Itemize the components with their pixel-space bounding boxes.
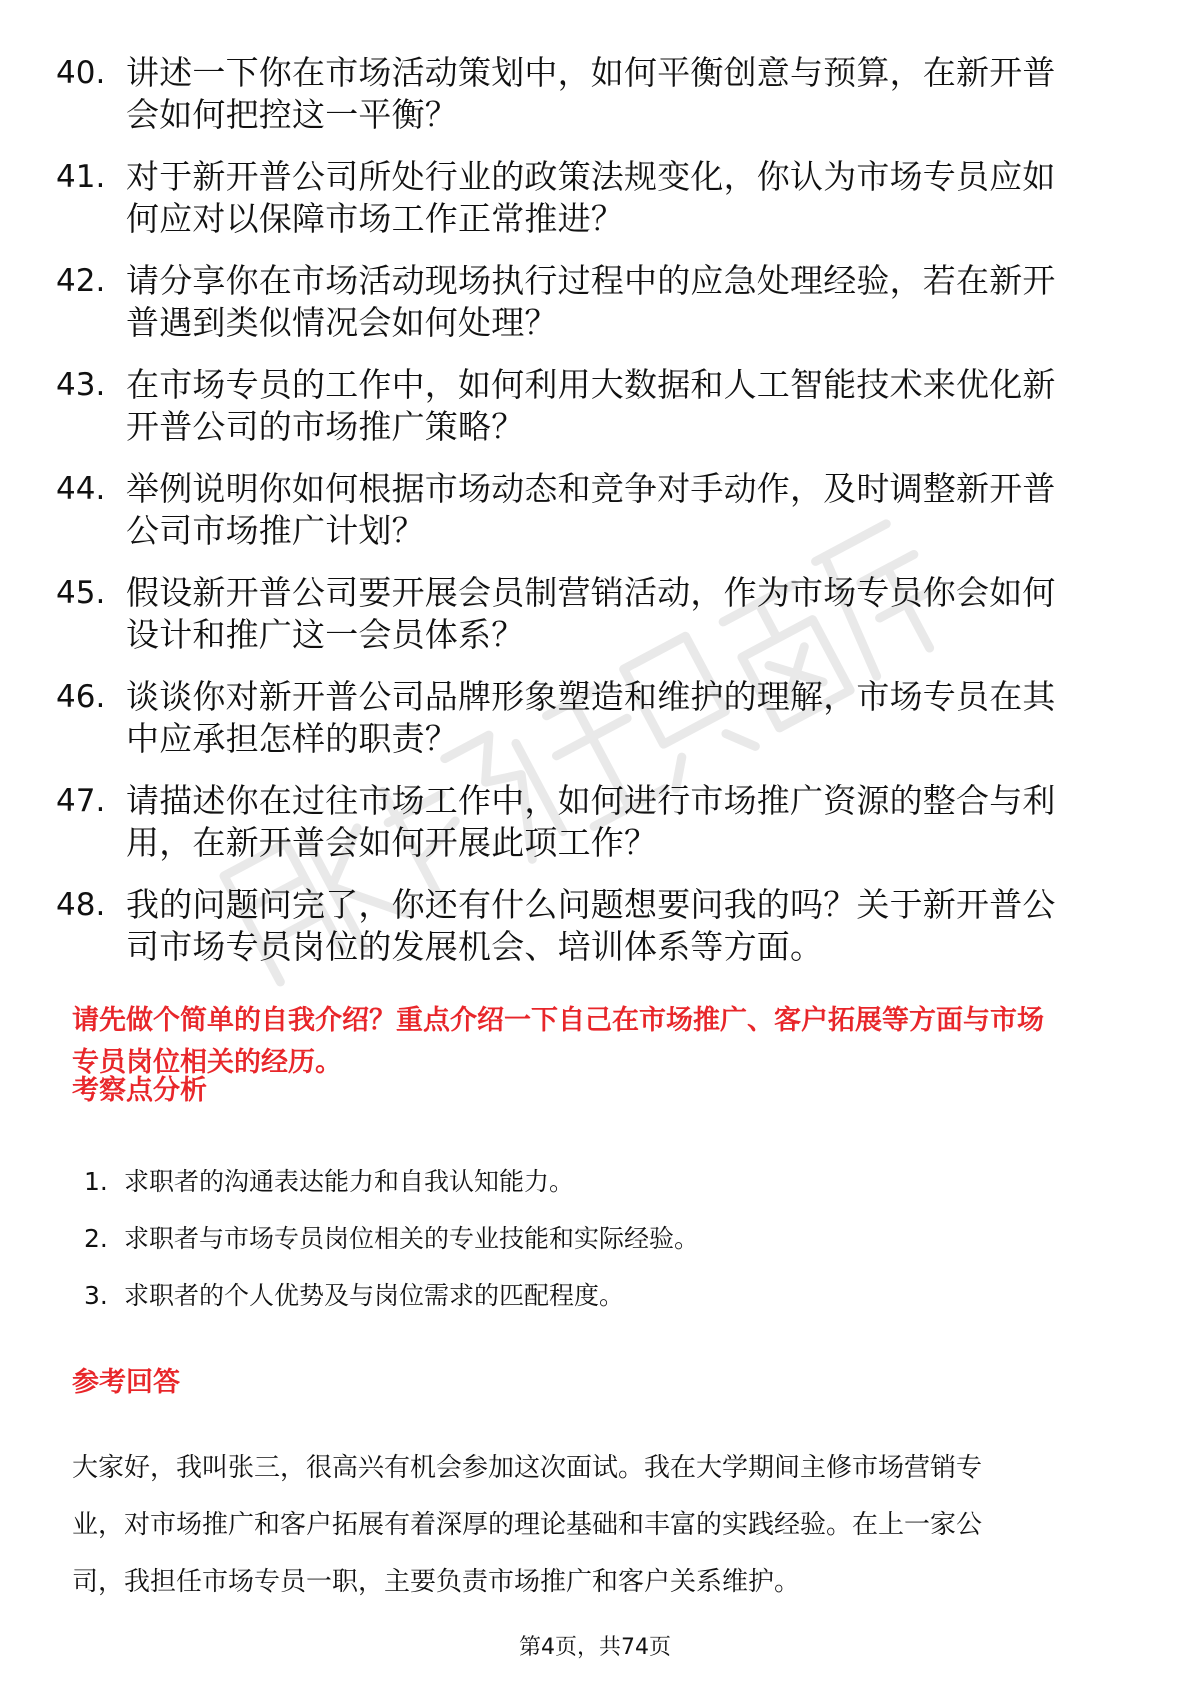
question-number: 48. xyxy=(56,887,106,923)
question-number: 44. xyxy=(56,471,106,507)
question-item-40 xyxy=(56,52,1136,156)
analysis-point xyxy=(84,1222,1084,1279)
question-text: 假设新开普公司要开展会员制营销活动，作为市场专员你会如何 设计和推广这一会员体系？ xyxy=(126,573,1056,654)
question-item-46 xyxy=(56,676,1136,780)
analysis-point xyxy=(84,1279,1084,1336)
question-item-47 xyxy=(56,780,1136,884)
point-text: 求职者的沟通表达能力和自我认知能力。 xyxy=(124,1167,575,1196)
question-number: 40. xyxy=(56,55,106,91)
question-number: 47. xyxy=(56,783,106,819)
question-text: 请描述你在过往市场工作中，如何进行市场推广资源的整合与利 用，在新开普会如何开展此项工作？ xyxy=(126,781,1056,862)
question-text: 请分享你在市场活动现场执行过程中的应急处理经验，若在新开 普遇到类似情况会如何处理？ xyxy=(126,261,1056,342)
question-text: 对于新开普公司所处行业的政策法规变化，你认为市场专员应如 何应对以保障市场工作正常推进？ xyxy=(126,157,1056,238)
analysis-point xyxy=(84,1165,1084,1222)
point-number: 2. xyxy=(84,1224,108,1253)
question-text: 讲述一下你在市场活动策划中，如何平衡创意与预算，在新开普 会如何把控这一平衡？ xyxy=(126,53,1056,134)
question-item-45 xyxy=(56,572,1136,676)
analysis-points xyxy=(84,1165,1084,1336)
question-number: 42. xyxy=(56,263,106,299)
question-item-48 xyxy=(56,884,1136,988)
question-text: 我的问题问完了，你还有什么问题想要问我的吗？关于新开普公 司市场专员岗位的发展机会、培训体系等方面。 xyxy=(126,885,1056,966)
question-text: 在市场专员的工作中，如何利用大数据和人工智能技术来优化新 开普公司的市场推广策略？ xyxy=(126,365,1056,446)
point-text: 求职者与市场专员岗位相关的专业技能和实际经验。 xyxy=(124,1224,700,1253)
highlighted-question: 请先做个简单的自我介绍？重点介绍一下自己在市场推广、客户拓展等方面与市场 专员岗位相关的经历。 xyxy=(72,1005,1044,1078)
reference-answer: 大家好，我叫张三，很高兴有机会参加这次面试。我在大学期间主修市场营销专 业，对市场推广和客户拓展有着深厚的理论基础和丰富的实践经验。在上一家公 司，我担任市场专员一职，主要负责市场推广和客户关系维护。 xyxy=(72,1453,983,1597)
question-item-44 xyxy=(56,468,1136,572)
question-text: 举例说明你如何根据市场动态和竞争对手动作，及时调整新开普 公司市场推广计划？ xyxy=(126,469,1056,550)
question-number: 41. xyxy=(56,159,106,195)
point-number: 3. xyxy=(84,1281,108,1310)
question-list xyxy=(56,52,1136,988)
page-footer: 第4页，共74页 xyxy=(519,1635,671,1660)
reference-heading: 参考回答 xyxy=(72,1367,180,1398)
question-item-41 xyxy=(56,156,1136,260)
question-number: 46. xyxy=(56,679,106,715)
question-item-42 xyxy=(56,260,1136,364)
point-number: 1. xyxy=(84,1167,108,1196)
question-number: 45. xyxy=(56,575,106,611)
analysis-heading: 考察点分析 xyxy=(72,1075,207,1106)
question-text: 谈谈你对新开普公司品牌形象塑造和维护的理解，市场专员在其 中应承担怎样的职责？ xyxy=(126,677,1056,758)
point-text: 求职者的个人优势及与岗位需求的匹配程度。 xyxy=(124,1281,625,1310)
question-item-43 xyxy=(56,364,1136,468)
question-number: 43. xyxy=(56,367,106,403)
